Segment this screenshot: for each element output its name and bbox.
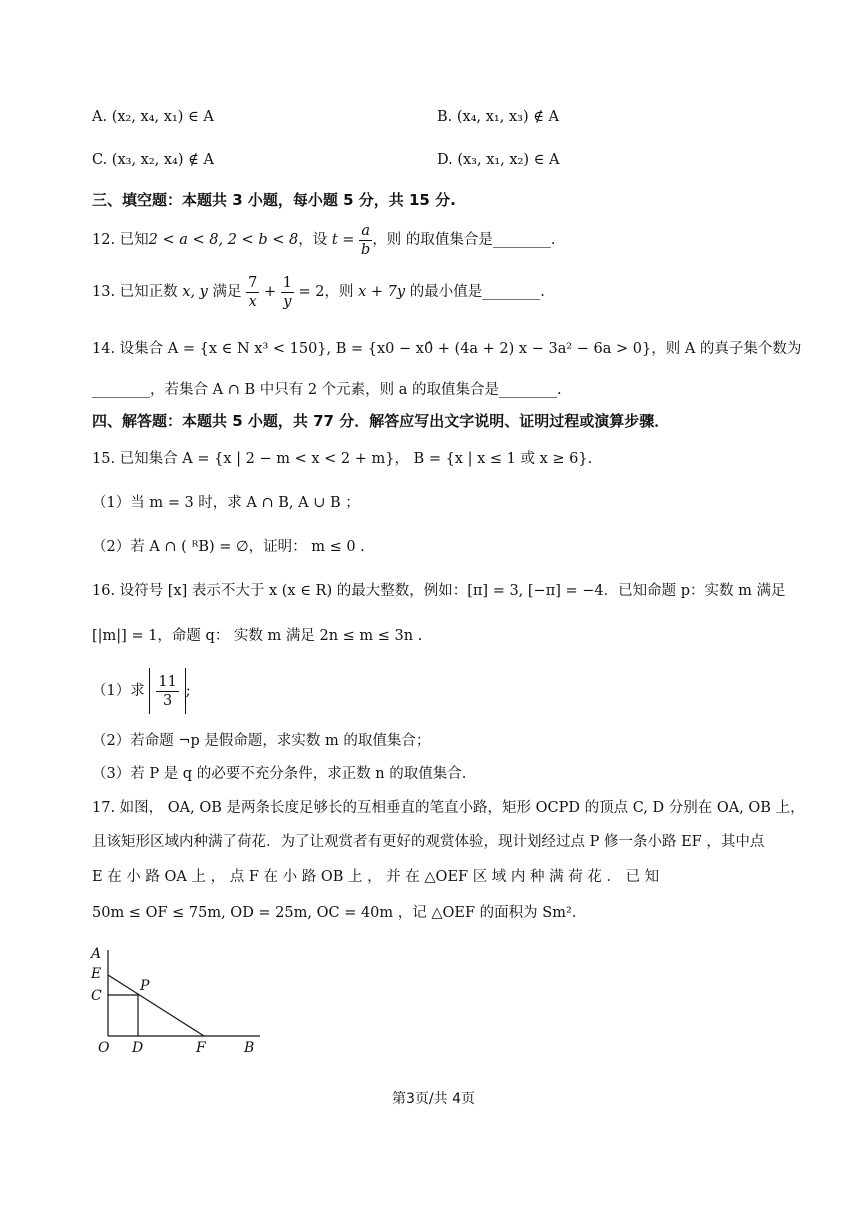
label-p: P (140, 978, 150, 994)
q13-post1: ，则 (324, 284, 354, 300)
label-f: F (196, 1040, 206, 1056)
question-17-line4: 50m ≤ OF ≤ 75m, OD = 25m, OC = 40m ，记 △OEF 的面积为 Sm². (92, 905, 577, 921)
question-15-stem: 15. 已知集合 A = {x | 2 − m < x < 2 + m}， B = {x | x ≤ 1 或 x ≥ 6}. (92, 451, 593, 467)
label-e: E (91, 966, 102, 982)
rectangle-figure (88, 940, 268, 1064)
floor-bracket (149, 668, 185, 714)
label-d: D (132, 1040, 144, 1056)
q13-eq: = 2 (298, 284, 325, 300)
question-12 (92, 220, 556, 260)
question-13 (92, 272, 545, 312)
label-b: B (244, 1040, 255, 1056)
option-a: A. (x₂, x₄, x₁) ∈ A (92, 109, 214, 125)
q12-t: t = (331, 232, 355, 248)
q12-cond: 2 < a < 8, 2 < b < 8 (148, 232, 299, 248)
q13-n1: 7 (248, 274, 258, 291)
question-15-part1: （1）当 m = 3 时，求 A ∩ B, A ∪ B ； (92, 495, 360, 511)
label-o: O (98, 1040, 110, 1056)
question-15-part2: （2）若 A ∩ ( ᴿB) = ∅，证明： m ≤ 0 . (92, 539, 365, 555)
q13-mid: 满足 (212, 284, 242, 300)
q13-pre: 13. 已知正数 (92, 284, 178, 300)
question-17-line2: 且该矩形区域内种满了荷花．为了让观赏者有更好的观赏体验，现计划经过点 P 修一条小路 EF ，其中点 (92, 834, 765, 850)
q13-d1: x (248, 293, 257, 310)
q12-mid: ，设 (298, 232, 328, 248)
q13-expr: x + 7y (358, 284, 406, 300)
option-d: D. (x₃, x₁, x₂) ∈ A (437, 152, 560, 168)
q16-den: 3 (162, 692, 173, 709)
q13-post2: 的最小值是________. (409, 284, 545, 300)
question-16-part1 (92, 668, 191, 714)
question-16-part3: （3）若 P 是 q 的必要不充分条件，求正数 n 的取值集合. (92, 766, 467, 782)
q16-p1-pre: （1）求 (92, 683, 145, 699)
label-c: C (91, 988, 102, 1004)
question-16-line2: [|m|] = 1，命题 q： 实数 m 满足 2n ≤ m ≤ 3n . (92, 628, 423, 644)
q16-p1-post: ; (185, 683, 191, 699)
q12-post: ，则 的取值集合是________. (372, 232, 556, 248)
section3-heading: 三、填空题：本题共 3 小题，每小题 5 分，共 15 分. (92, 191, 456, 209)
option-c: C. (x₃, x₂, x₄) ∉ A (92, 152, 214, 168)
q13-n2: 1 (282, 274, 292, 291)
segment-ef (108, 975, 204, 1036)
page-footer: 第3页/共 4页 (392, 1091, 475, 1107)
q16-fraction (156, 673, 178, 710)
q12-den: b (361, 241, 371, 258)
question-14-line2: ________，若集合 A ∩ B 中只有 2 个元素，则 a 的取值集合是________. (92, 382, 562, 398)
q16-num: 11 (158, 673, 177, 690)
question-14-line1: 14. 设集合 A = {x ∈ N x³ < 150}, B = {x0 − x0̂ + (4a + 2) x − 3a² − 6a > 0}，则 A 的真子集个数为 (92, 341, 802, 357)
q12-pre: 12. 已知 (92, 232, 149, 248)
q12-num: a (359, 222, 372, 241)
section4-heading: 四、解答题：本题共 5 小题，共 77 分．解答应写出文字说明、证明过程或演算步骤． (92, 412, 670, 430)
label-a: A (91, 946, 102, 962)
option-b: B. (x₄, x₁, x₃) ∉ A (437, 109, 560, 125)
q12-fraction (359, 222, 372, 259)
question-17-line3: E 在 小 路 OA 上 ， 点 F 在 小 路 OB 上 ， 并 在 △OEF 区 域 内 种 满 荷 花 ． 已 知 (92, 869, 660, 885)
q13-frac1 (246, 274, 259, 311)
q13-frac2 (281, 274, 294, 311)
question-16-part2: （2）若命题 ¬p 是假命题，求实数 m 的取值集合； (92, 733, 431, 749)
question-17-line1: 17. 如图， OA, OB 是两条长度足够长的互相垂直的笔直小路，矩形 OCPD 的顶点 C, D 分别在 OA, OB 上， (92, 800, 805, 816)
q13-d2: y (283, 293, 292, 310)
q13-plus: + (263, 284, 277, 300)
question-16-line1: 16. 设符号 [x] 表示不大于 x (x ∈ R) 的最大整数，例如：[π] = 3, [−π] = −4．已知命题 p：实数 m 满足 (92, 583, 786, 599)
q13-vars: x, y (182, 284, 208, 300)
